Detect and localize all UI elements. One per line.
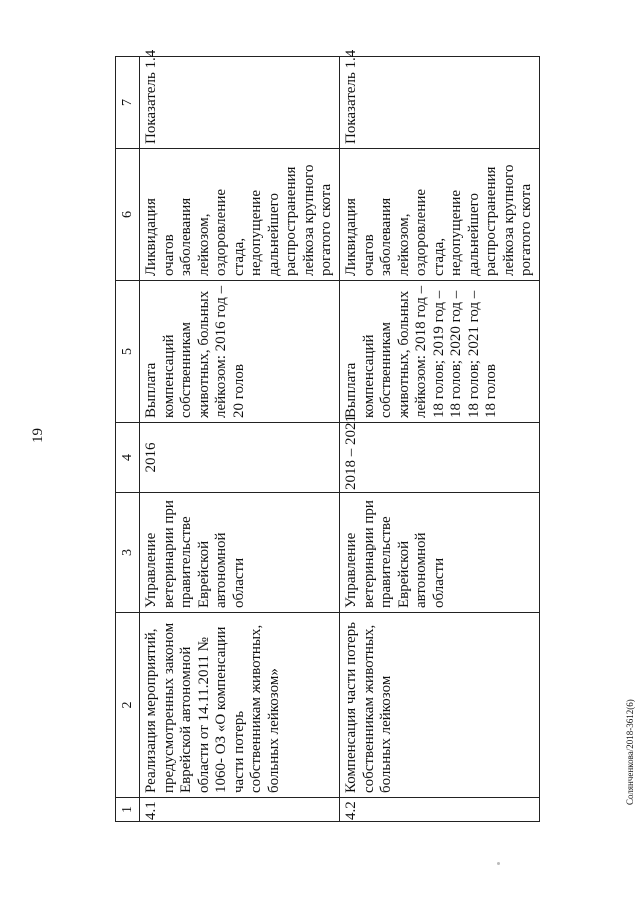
- column-header: 7: [116, 57, 140, 149]
- row-number: 4.1: [140, 798, 340, 822]
- program-measures-table: [115, 49, 540, 822]
- period: 2018 – 2021: [340, 423, 540, 493]
- row-number: 4.2: [340, 798, 540, 822]
- measure-name: Реализация мероприятий, предусмотренных законом Еврейской автономной области от 14.11.2011 № 1060- ОЗ «О компенсации части потерь собственникам животных, больных лейкозом»: [140, 613, 340, 798]
- program-measures-table-container: [115, 49, 534, 822]
- column-header: 1: [116, 798, 140, 822]
- executor: Управление ветеринарии при правительстве Еврейской автономной области: [140, 493, 340, 613]
- expected-result: Ликвидация очагов заболевания лейкозом, оздоровление стада, недопущение дальнейшего распространения лейкоза крупного рогатого скота: [140, 149, 340, 281]
- measure-content: Выплата компенсаций собственникам животных, больных лейкозом: 2018 год – 18 голов; 2019 год – 18 голов; 2020 год – 18 голов; 2021 год – 18 голов: [340, 281, 540, 423]
- table-header-row: [116, 57, 140, 822]
- indicator-link: Показатель 1.4: [340, 57, 540, 149]
- table-row: [340, 57, 540, 822]
- footer-code: Солянченкова/2018-3612(6): [625, 699, 635, 805]
- scan-speck: [497, 862, 500, 865]
- column-header: 2: [116, 613, 140, 798]
- column-header: 6: [116, 149, 140, 281]
- executor: Управление ветеринарии при правительстве Еврейской автономной области: [340, 493, 540, 613]
- indicator-link: Показатель 1.4: [140, 57, 340, 149]
- measure-name: Компенсация части потерь собственникам животных, больных лейкозом: [340, 613, 540, 798]
- period: 2016: [140, 423, 340, 493]
- measure-content: Выплата компенсаций собственникам животных, больных лейкозом: 2016 год – 20 голов: [140, 281, 340, 423]
- column-header: 3: [116, 493, 140, 613]
- column-header: 4: [116, 423, 140, 493]
- expected-result: Ликвидация очагов заболевания лейкозом, оздоровление стада, недопущение дальнейшего распространения лейкоза крупного рогатого скота: [340, 149, 540, 281]
- column-header: 5: [116, 281, 140, 423]
- page-number: 19: [30, 428, 46, 443]
- table-row: [140, 57, 340, 822]
